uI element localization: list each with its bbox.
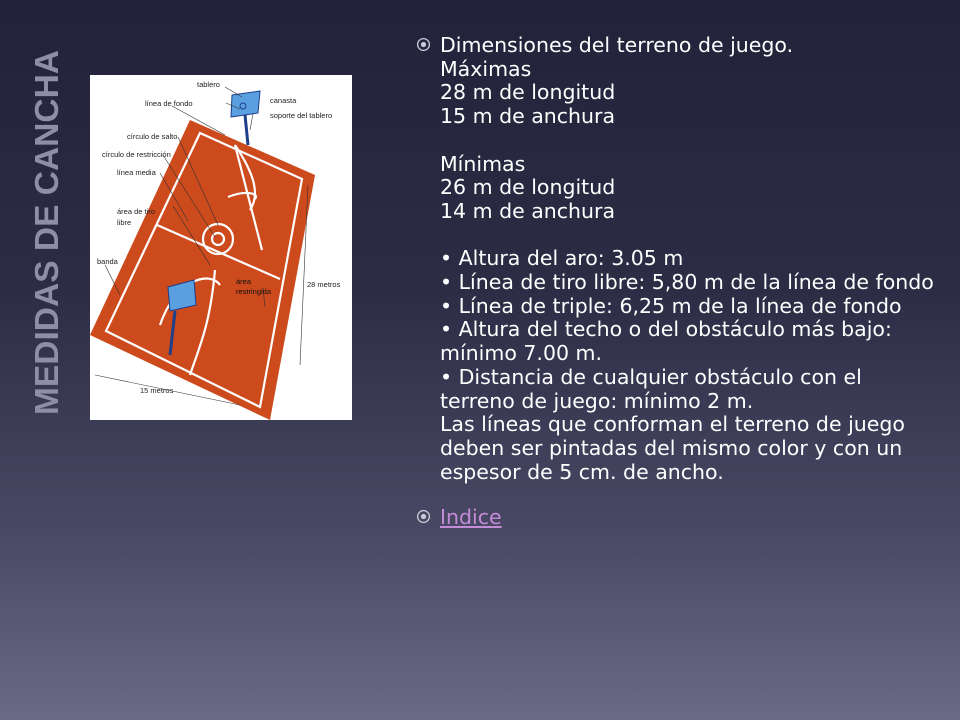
bullet-icon — [416, 509, 431, 524]
label-area: área — [236, 277, 252, 286]
court-diagram — [90, 75, 352, 420]
spacer — [440, 224, 936, 248]
dimensions-bullet — [416, 34, 936, 484]
slide-title — [30, 45, 70, 415]
content-area — [416, 34, 936, 530]
label-restringida: restringida — [236, 287, 272, 296]
index-link[interactable]: Indice — [440, 505, 502, 530]
top-backboard — [231, 91, 260, 145]
label-libre: libre — [117, 218, 132, 227]
label-circulo-restriccion: círculo de restricción — [102, 150, 171, 159]
label-linea-media: línea media — [117, 168, 156, 177]
rule-item: • Altura del aro: 3.05 m — [440, 246, 684, 271]
bullet-icon — [416, 37, 431, 52]
label-tablero: tablero — [197, 80, 220, 89]
court-surface — [90, 120, 315, 420]
rule-item: • Distancia de cualquier obstáculo con el terreno de juego: mínimo 2 m. — [440, 364, 862, 413]
max-length: 28 m de longitud — [440, 80, 616, 105]
label-circulo-salto: círculo de salto — [127, 132, 178, 141]
rule-item: • Línea de tiro libre: 5,80 m de la línea de fondo — [440, 270, 934, 294]
spacer — [440, 129, 936, 153]
label-canasta: canasta — [270, 96, 297, 105]
label-soporte: soporte del tablero — [270, 111, 333, 120]
label-area-tiro: área de tiro — [117, 207, 155, 216]
max-width: 15 m de anchura — [440, 104, 616, 129]
dimensions-intro: Dimensiones del terreno de juego. — [440, 33, 794, 57]
index-bullet — [416, 506, 936, 530]
label-15-metros: 15 metros — [140, 386, 174, 395]
min-title: Mínimas — [440, 151, 526, 176]
min-length: 26 m de longitud — [440, 175, 616, 200]
slide-title-text: MEDIDAS DE CANCHA — [30, 55, 65, 415]
min-width: 14 m de anchura — [440, 198, 616, 223]
max-title: Máximas — [440, 56, 532, 81]
label-linea-fondo: línea de fondo — [145, 99, 193, 108]
label-28-metros: 28 metros — [307, 280, 341, 289]
lines-note: Las líneas que conforman el terreno de juego deben ser pintadas del mismo color y con un espesor de 5 cm. de ancho. — [440, 412, 905, 484]
slide-title-graphic — [30, 45, 70, 415]
rule-item: • Línea de triple: 6,25 m de la línea de fondo — [440, 293, 902, 318]
rule-item: • Altura del techo o del obstáculo más bajo: mínimo 7.00 m. — [440, 317, 892, 366]
label-banda: banda — [97, 257, 118, 266]
